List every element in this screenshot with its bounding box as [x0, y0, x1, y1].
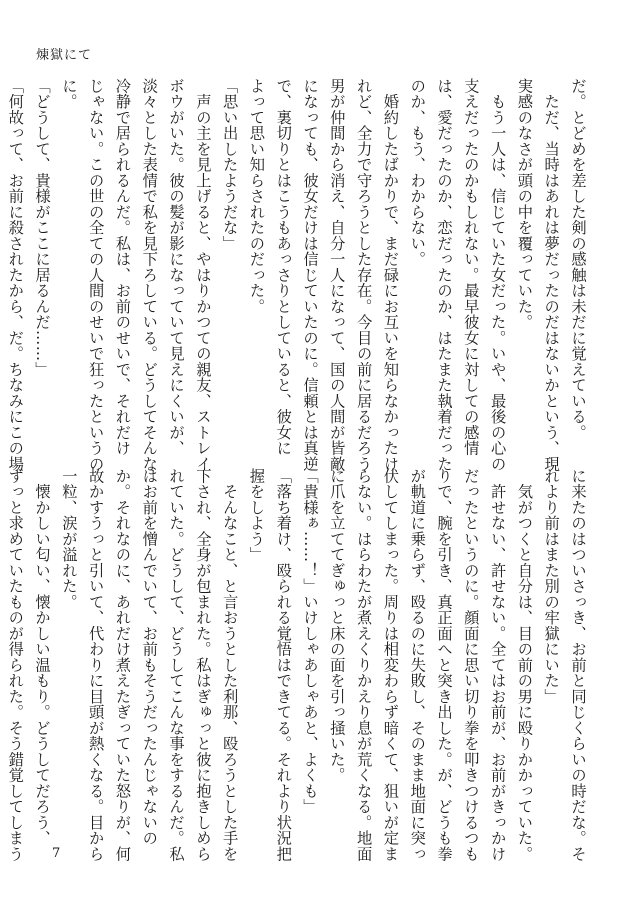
- text-column: 気がつくと自分は、目の前の男に殴りかかっていた。: [515, 468, 534, 862]
- text-column: になっても、彼女だけは信じていたのに。信頼とは真逆: [301, 78, 320, 472]
- text-column: 伏してしまった。周りは相変わらず暗くて、狙いが定ま: [381, 468, 400, 862]
- text-column: で、裏切りとはこうもあっさりとしていると、彼女に: [274, 78, 293, 456]
- text-column: に爪を立ててぎゅっと床の面を引っ掻いた。: [327, 468, 346, 783]
- text-column: 男が仲間から消え、自分一人になって、国の人間が皆敵: [327, 78, 346, 472]
- text-column: じゃない。この世の全ての人間のせいで狂ったというの: [86, 78, 105, 472]
- text-column: 故かすうっと引いて、代わりに目頭が熱くなる。目から: [86, 468, 105, 862]
- text-column: 許せない、許せない。全てはお前が、お前がきっかけ: [488, 468, 507, 862]
- text-column: 実感のなさが頭の中を覆っていた。: [515, 78, 534, 330]
- text-column: 握をしよう」: [247, 468, 266, 563]
- text-column: 「何故って、お前に殺されたから、だ。ちなみにこの場: [6, 78, 25, 472]
- text-column: だったというのに。顔面に思い切り拳を叩きつけるつも: [461, 468, 480, 862]
- text-column: ずっと求めていたものが得られた。そう錯覚してしまう: [6, 468, 25, 862]
- text-column: れていた。どうして、どうしてこんな事をするんだ。私: [167, 468, 186, 862]
- page-number: 7: [52, 846, 61, 861]
- text-column: 支えだったのかもしれない。最早彼女に対しての感情: [461, 78, 480, 456]
- text-column: ただ、当時はあれは夢だったのだはないかという、現: [542, 78, 561, 472]
- text-column: 声の主を見上げると、やはりかつての親友、ストレイ: [193, 78, 212, 472]
- text-column: れより前はまた別の牢獄にいた」: [542, 468, 561, 705]
- text-column: そんなこと、と言おうとした利那、殴ろうとした手を: [220, 468, 239, 862]
- text-column: はお前を憎んでいて、お前もそうだったんじゃないの: [140, 468, 159, 846]
- text-column: 淡々とした表情で私を見下ろしている。どうしてそんな: [140, 78, 159, 472]
- running-title: 煉獄にて: [36, 48, 93, 63]
- text-column: のか、もう、わからない。: [408, 78, 427, 267]
- text-column: ボウがいた。彼の髪が影になっていて見えにくいが、: [167, 78, 186, 456]
- text-column: は、愛だったのか、恋だったのか、はたまた執着だった: [435, 78, 454, 472]
- text-column: 「貴様ぁ……！」いけしゃあしゃあと、よくも」: [301, 468, 320, 815]
- text-column: に来たのはついさっき、お前と同じくらいの時だな。そ: [569, 468, 587, 862]
- text-column: 「思い出したようだな」: [220, 78, 239, 252]
- text-column: か。それなのに、あれだけ煮えたぎっていた怒りが、何: [113, 468, 132, 862]
- text-column: だ。とどめを差した剣の感触は未だに覚えている。: [569, 78, 587, 441]
- text-column: 一粒、涙が溢れた。: [59, 468, 78, 610]
- text-column: が軌道に乗らず、殴るのに失敗し、そのまま地面に突っ: [408, 468, 427, 862]
- text-column: りで、腕を引き、真正面へと突き出した。が、どうも拳: [435, 468, 454, 862]
- text-column: 婚約したばかりで、まだ碌にお互いを知らなかったけ: [381, 78, 400, 472]
- text-column: よって思い知らされたのだった。: [247, 78, 266, 315]
- text-column: らない。はらわたが煮えくりかえり息が荒くなる。地面: [354, 468, 373, 862]
- text-column: 「どうして、貴様がここに居るんだ……」: [33, 78, 52, 378]
- text-column: に。: [59, 78, 78, 110]
- text-column: 「落ち着け、殴られる覚悟はできてる。それより状況把: [274, 468, 293, 862]
- text-column: 懐かしい匂い、懐かしい温もり。どうしてだろう、: [33, 468, 52, 846]
- text-column: 下され、全身が包まれた。私はぎゅっと彼に抱きしめら: [193, 468, 212, 862]
- text-column: 冷静で居られるんだ。私は、お前のせいで、それだけ: [113, 78, 132, 456]
- text-column: れど、全力で守ろうとした存在。今目の前に居るだろう: [354, 78, 373, 472]
- text-column: もう一人は、信じていた女だった。いや、最後の心の: [488, 78, 507, 472]
- text-block-top: [6, 78, 591, 472]
- text-block-bottom: [6, 468, 591, 862]
